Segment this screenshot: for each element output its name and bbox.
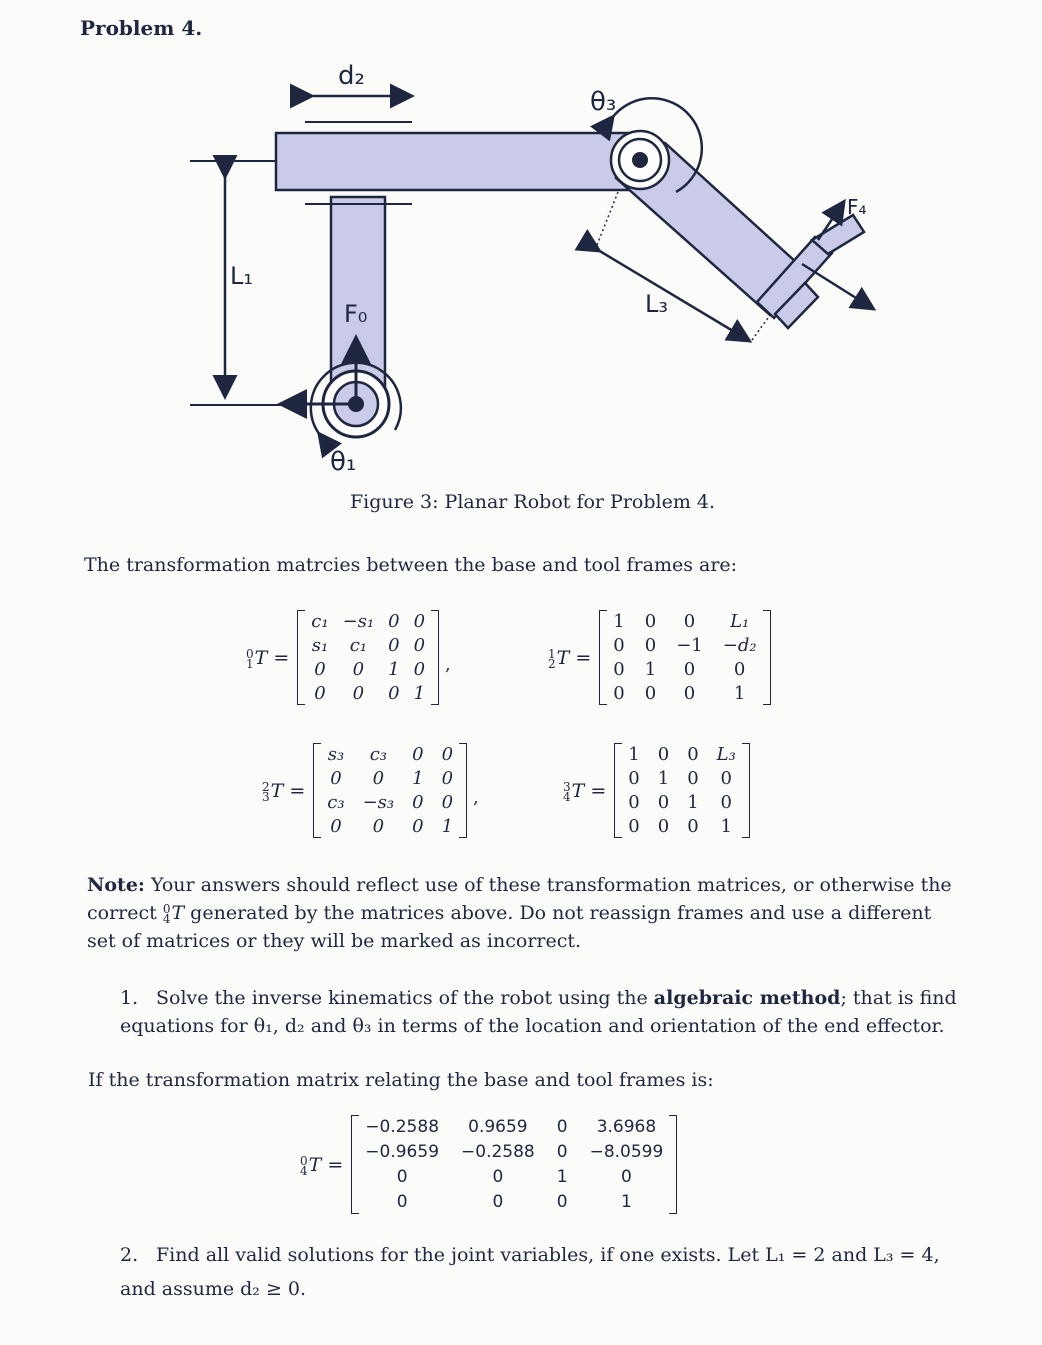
cell: 0 <box>492 1192 504 1212</box>
cell: 0 <box>556 1117 568 1137</box>
cell: s₁ <box>311 635 329 656</box>
cell: 0 <box>687 768 699 789</box>
cell: −d₂ <box>722 635 757 656</box>
label-f0: F₀ <box>344 300 368 328</box>
cell: 1 <box>413 683 426 704</box>
cell: 0 <box>372 816 385 837</box>
intro-text: The transformation matrcies between the base and tool frames are: <box>84 554 738 576</box>
cell: 0 <box>613 683 625 704</box>
cell: 0 <box>644 635 657 656</box>
cell: 0 <box>396 1167 408 1187</box>
matrix-lhs: 2 3 T = <box>262 779 306 804</box>
cell: 1 <box>628 744 640 765</box>
cell: 1 <box>687 792 699 813</box>
matrix-3-4 <box>563 743 750 838</box>
cell: 0 <box>687 744 699 765</box>
note-label: Note: <box>87 874 145 896</box>
cell: −1 <box>676 635 703 656</box>
cell: 0 <box>413 611 426 632</box>
note-text: Your answers should reflect use of these transformation matrices, or otherwise the correct <box>87 874 952 924</box>
cell: −s₁ <box>342 611 375 632</box>
cell: c₃ <box>369 744 387 765</box>
matrix-lhs: 0 1 T = <box>246 646 290 671</box>
matrix-lhs: 3 4 T = <box>563 779 607 804</box>
note-text: generated by the matrices above. Do not reassign frames and use a different set of matrices or they will be marked as incorrect. <box>87 902 932 952</box>
cell: 0 <box>372 768 385 789</box>
matrix-lhs: 0 4 T = <box>300 1153 344 1178</box>
problem-title: Problem 4. <box>80 16 203 40</box>
cell: 1 <box>441 816 454 837</box>
matrix-lhs: 1 2 T = <box>548 646 592 671</box>
cell: 1 <box>412 768 424 789</box>
label-l1: L₁ <box>230 262 253 290</box>
target-matrix <box>300 1115 677 1214</box>
label-theta1: θ₁ <box>330 447 357 477</box>
matrix-0-1: 0 1 T = c₁ −s₁ 0 0 s₁ c₁ 0 0 0 0 1 0 0 0 0 1 , <box>246 611 451 704</box>
cell: 0 <box>556 1192 568 1212</box>
cell: 1 <box>733 683 746 704</box>
cell: 0 <box>628 816 640 837</box>
cell: 1 <box>657 768 670 789</box>
cell: 0 <box>413 659 426 680</box>
question-number: 1. <box>120 987 139 1009</box>
cell: 1 <box>613 611 625 632</box>
cell: 0 <box>556 1142 568 1162</box>
cell: 0 <box>621 1167 632 1187</box>
cell: 1 <box>388 659 400 680</box>
cell: 0 <box>388 611 400 632</box>
cell: 0 <box>683 659 696 680</box>
cell: 0 <box>330 816 342 837</box>
cell: −s₃ <box>362 792 395 813</box>
cell: 0 <box>720 792 732 813</box>
cell: s₃ <box>327 744 345 765</box>
cell: 0 <box>441 768 454 789</box>
cell: 0 <box>412 816 424 837</box>
cell: 0 <box>441 744 454 765</box>
cell: 0 <box>644 611 657 632</box>
note-paragraph: Note: Your answers should reflect use of these transformation matrices, or otherwise the correct 0 4 T generated by the matrices above. Do not reassign frames and use a different set of matrices or they will be marked as incorrect. <box>87 874 952 952</box>
cell: 0 <box>441 792 454 813</box>
cell: −8.0599 <box>589 1142 664 1162</box>
cell: 0 <box>352 659 365 680</box>
cell: 3.6968 <box>596 1117 657 1137</box>
cell: 0 <box>314 659 326 680</box>
cell: −0.2588 <box>461 1142 535 1162</box>
cell: 1 <box>556 1167 568 1187</box>
cell: 0 <box>314 683 326 704</box>
cell: 0 <box>657 792 670 813</box>
cell: 0.9659 <box>468 1117 528 1137</box>
cell: 1 <box>644 659 657 680</box>
label-theta3: θ₃ <box>590 87 617 117</box>
matrix-1-2 <box>548 610 771 705</box>
cell: 0 <box>720 768 732 789</box>
label-l3: L₃ <box>645 290 668 318</box>
cell: 0 <box>352 683 365 704</box>
cell: 0 <box>412 744 424 765</box>
cell: L₃ <box>716 744 736 765</box>
cell: 1 <box>720 816 732 837</box>
cell: 0 <box>413 635 426 656</box>
cell: 0 <box>628 792 640 813</box>
cell: 0 <box>492 1167 504 1187</box>
question-2: 2. Find all valid solutions for the joint variables, if one exists. Let L₁ = 2 and L₃ = 4, and assume d₂ ≥ 0. <box>120 1238 960 1306</box>
cell: 0 <box>657 744 670 765</box>
cell: 0 <box>388 635 400 656</box>
cell: 0 <box>613 659 625 680</box>
cell: 0 <box>628 768 640 789</box>
label-f4: F₄ <box>847 195 867 219</box>
cell: 0 <box>733 659 746 680</box>
prismatic-link <box>276 133 645 190</box>
cell: 0 <box>396 1192 408 1212</box>
cell: 0 <box>683 611 696 632</box>
cell: 0 <box>388 683 400 704</box>
cell: c₁ <box>349 635 367 656</box>
cell: −0.9659 <box>365 1142 440 1162</box>
question-1: 1. Solve the inverse kinematics of the robot using the algebraic method; that is find equations for θ₁, d₂ and θ₃ in terms of the location and orientation of the end effector. <box>120 984 960 1040</box>
cell: L₁ <box>730 611 750 632</box>
cell: 0 <box>683 683 696 704</box>
cell: c₃ <box>327 792 345 813</box>
cell: 0 <box>613 635 625 656</box>
cell: −0.2588 <box>365 1117 440 1137</box>
cell: 0 <box>330 768 342 789</box>
cell: c₁ <box>311 611 329 632</box>
figure-caption: Figure 3: Planar Robot for Problem 4. <box>350 491 716 513</box>
cell: 1 <box>621 1192 632 1212</box>
cell: 0 <box>687 816 699 837</box>
matrix-2-3: 2 3 T = s₃ c₃ 0 0 0 0 1 0 c₃ −s₃ 0 0 0 0 0 1 , <box>262 744 479 837</box>
robot-figure <box>0 0 1042 480</box>
label-d2: d₂ <box>338 61 365 91</box>
cell: 0 <box>657 816 670 837</box>
cell: 0 <box>644 683 657 704</box>
if-line: If the transformation matrix relating the base and tool frames is: <box>88 1069 714 1091</box>
cell: 0 <box>412 792 424 813</box>
question-number: 2. <box>120 1244 139 1266</box>
gripper-finger-top <box>812 215 864 254</box>
